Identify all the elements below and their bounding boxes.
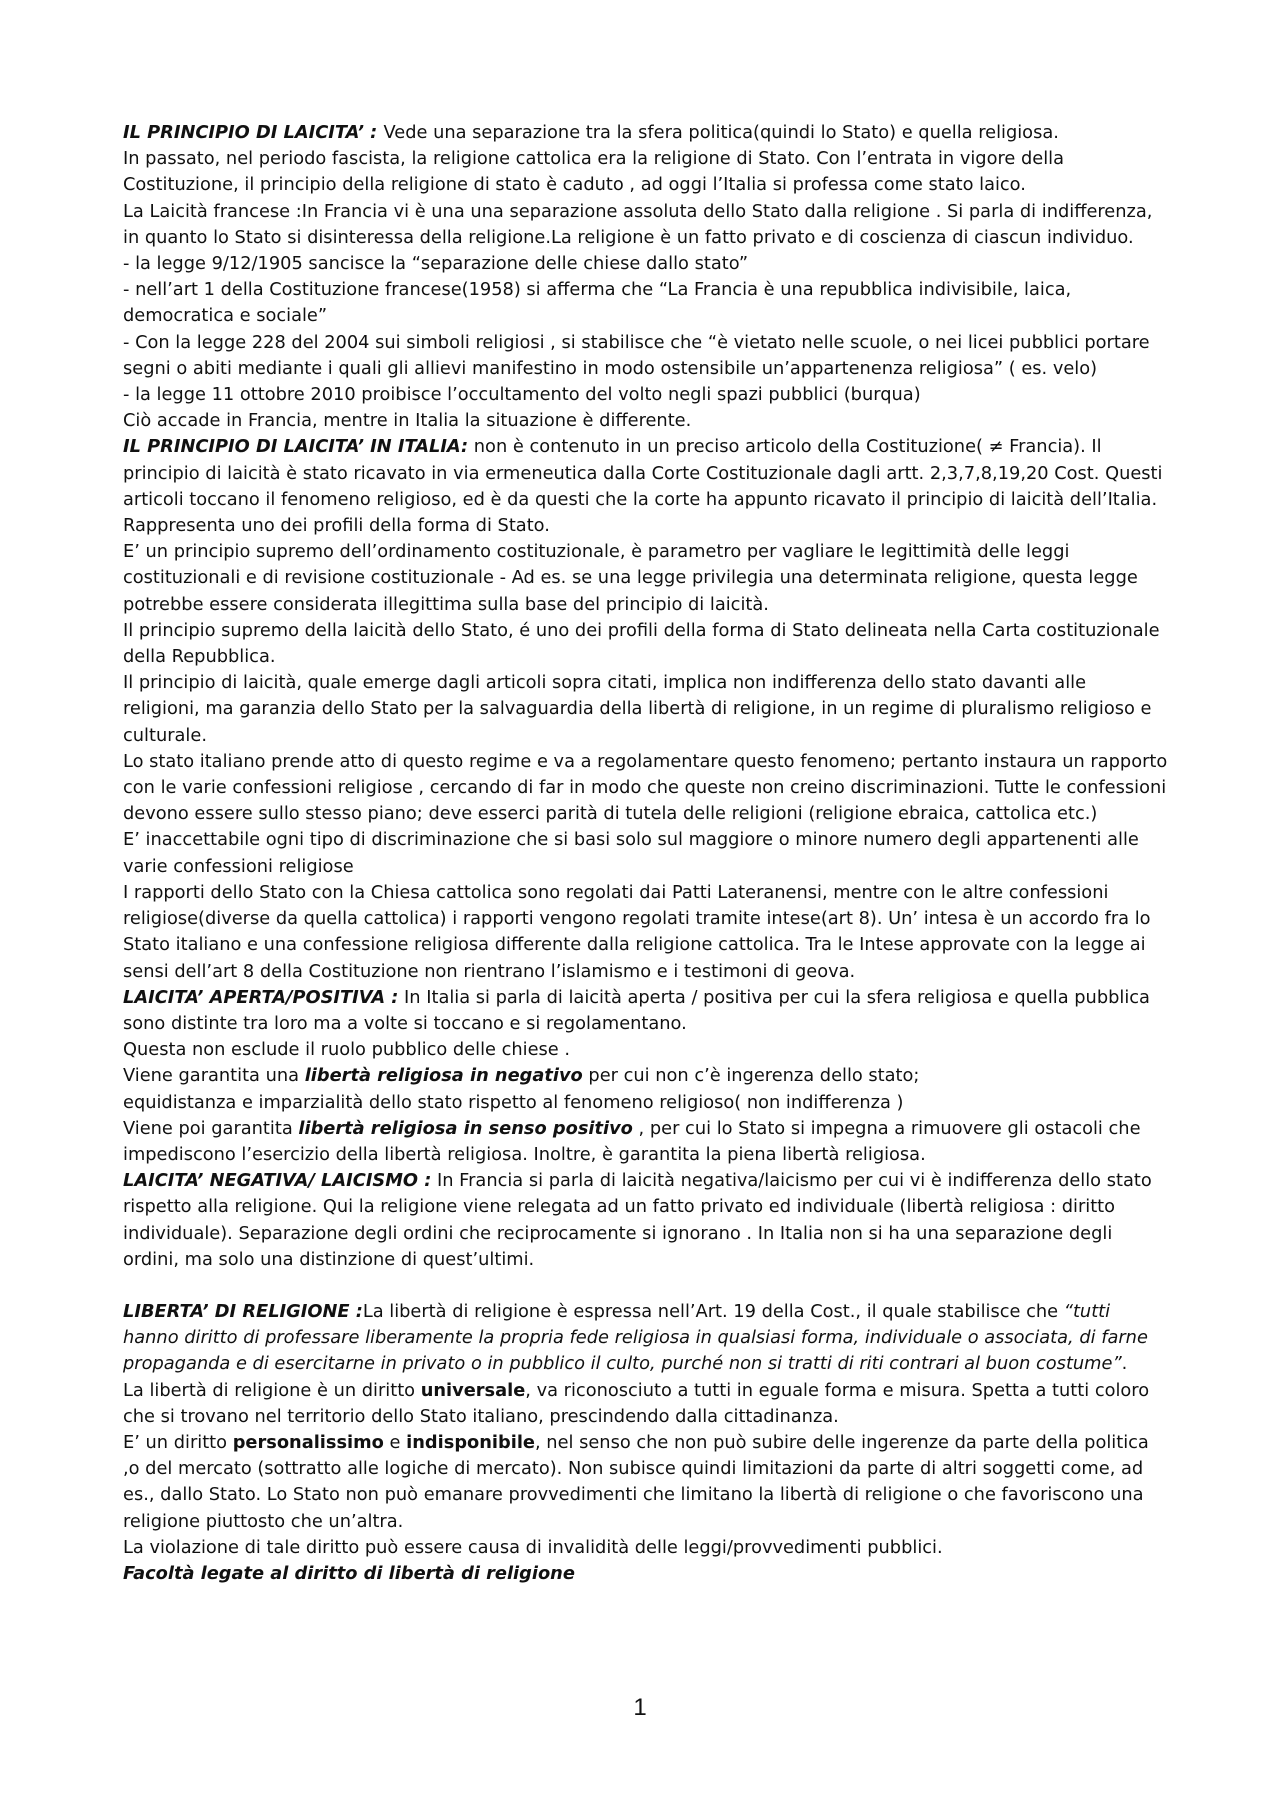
- paragraph: [123, 1063, 1168, 1089]
- emphasized-text: universale: [420, 1379, 526, 1401]
- text-run: - la legge 9/12/1905 sancisce la “separazione delle chiese dallo stato”: [123, 253, 749, 275]
- text-run: La violazione di tale diritto può essere causa di invalidità delle leggi/provvedimenti pubblici.: [123, 1536, 943, 1558]
- emphasized-text: “tutti hanno diritto di professare liberamente la propria fede religiosa in qualsiasi forma, individuale o associata, di farne propaganda e di esercitarne in privato o in pubblico il culto, purché non si tratti di riti contrari al buon costume”: [123, 1300, 1148, 1375]
- paragraph: [123, 880, 1168, 985]
- text-run: I rapporti dello Stato con la Chiesa cattolica sono regolati dai Patti Lateranensi, mentre con le altre confessioni religiose(diverse da quella cattolica) i rapporti vengono regolati tramite intese(art 8). Un’ intesa è un accordo fra lo Stato italiano e una confessione religiosa differente dalla religione cattolica. Tra le Intese approvate con la legge ai sensi dell’art 8 della Costituzione non rientrano l’islamismo e i testimoni di geova.: [123, 881, 1151, 982]
- text-run: E’ inaccettabile ogni tipo di discriminazione che si basi solo sul maggiore o minore numero degli appartenenti alle varie confessioni religiose: [123, 829, 1139, 877]
- text-run: La libertà di religione è un diritto: [123, 1379, 421, 1401]
- text-run: La libertà di religione è espressa nell’Art. 19 della Cost., il quale stabilisce che: [362, 1300, 1064, 1322]
- emphasized-text: IL PRINCIPIO DI LAICITA’ :: [123, 122, 384, 143]
- paragraph: [123, 1299, 1168, 1378]
- emphasized-text: libertà religiosa in negativo: [304, 1065, 583, 1087]
- paragraph: [123, 120, 1168, 146]
- paragraph: [123, 1037, 1168, 1063]
- emphasized-text: libertà religiosa in senso positivo: [298, 1117, 633, 1139]
- text-run: Il principio supremo della laicità dello Stato, é uno dei profili della forma di Stato delineata nella Carta costituzionale della Repubblica.: [123, 619, 1160, 668]
- text-run: - la legge 11 ottobre 2010 proibisce l’occultamento del volto negli spazi pubblici (burqua): [123, 384, 921, 406]
- paragraph: [123, 251, 1168, 277]
- text-run: , va riconosciuto a tutti in eguale forma e misura. Spetta a tutti coloro che si trovano nel territorio dello Stato italiano, prescindendo dalla cittadinanza.: [123, 1379, 1150, 1427]
- emphasized-text: LAICITA’ APERTA/POSITIVA :: [123, 986, 399, 1008]
- paragraph: [123, 277, 1168, 329]
- paragraph: [123, 382, 1168, 408]
- emphasized-text: LIBERTA’ DI RELIGIONE :: [123, 1300, 363, 1322]
- paragraph: [123, 1378, 1168, 1430]
- paragraph: [123, 618, 1168, 670]
- emphasized-text: personalissimo: [232, 1431, 384, 1453]
- text-run: Lo stato italiano prende atto di questo regime e va a regolamentare questo fenomeno; pertanto instaura un rapporto con le varie confessioni religiose , cercando di far in modo che queste non creino discriminazioni. Tutte le confessioni devono essere sullo stesso piano; deve esserci parità di tutela delle religioni (religione ebraica, cattolica etc.): [123, 750, 1168, 825]
- text-run: .: [1121, 1353, 1128, 1375]
- document-body: [123, 120, 1168, 1587]
- emphasized-text: IL PRINCIPIO DI LAICITA’ IN ITALIA:: [123, 436, 469, 458]
- text-run: La Laicità francese :In Francia vi è una una separazione assoluta dello Stato dalla religione . Si parla di indifferenza, in quanto lo Stato si disinteressa della religione.La religione è un fatto privato e di coscienza di ciascun individuo.: [123, 200, 1153, 248]
- text-run: In Francia si parla di laicità negativa/laicismo per cui vi è indifferenza dello stato rispetto alla religione. Qui la religione viene relegata ad un fatto privato ed individuale (libertà religiosa : diritto individuale). Separazione degli ordini che reciprocamente si ignorano . In Italia non si ha una separazione degli ordini, ma solo una distinzione di quest’ultimi.: [123, 1170, 1152, 1270]
- text-run: non è contenuto in un preciso articolo della Costituzione( ≠ Francia). Il principio di laicità è stato ricavato in via ermeneutica dalla Corte Costituzionale dagli artt. 2,3,7,8,19,20 Cost. Questi articoli toccano il fenomeno religioso, ed è da questi che la corte ha appunto ricavato il principio di laicità dell’Italia. Rappresenta uno dei profili della forma di Stato.: [123, 436, 1163, 537]
- text-run: equidistanza e imparzialità dello stato rispetto al fenomeno religioso( non indifferenza ): [123, 1091, 904, 1113]
- emphasized-text: indisponibile: [406, 1431, 535, 1453]
- emphasized-text: Facoltà legate al diritto di libertà di religione: [123, 1562, 575, 1584]
- text-run: , per cui lo Stato si impegna a rimuovere gli ostacoli che impediscono l’esercizio della libertà religiosa. Inoltre, è garantita la piena libertà religiosa.: [123, 1117, 1141, 1165]
- text-run: e: [383, 1431, 407, 1453]
- text-run: E’ un diritto: [123, 1431, 233, 1453]
- paragraph: [123, 199, 1168, 251]
- paragraph: [123, 330, 1168, 382]
- paragraph: [123, 408, 1168, 434]
- text-run: Viene poi garantita: [123, 1117, 299, 1139]
- text-run: , nel senso che non può subire delle ingerenze da parte della politica ,o del mercato (sottratto alle logiche di mercato). Non subisce quindi limitazioni da parte di altri soggetti come, ad es., dallo Stato. Lo Stato non può emanare provvedimenti che limitano la libertà di religione o che favoriscono una religione piuttosto che un’altra.: [123, 1431, 1149, 1532]
- text-run: Viene garantita una: [123, 1065, 305, 1087]
- text-run: Vede una separazione tra la sfera politica(quindi lo Stato) e quella religiosa.: [383, 122, 1059, 143]
- paragraph: [123, 985, 1168, 1037]
- text-run: Il principio di laicità, quale emerge dagli articoli sopra citati, implica non indifferenza dello stato davanti alle religioni, ma garanzia dello Stato per la salvaguardia della libertà di religione, in un regime di pluralismo religioso e culturale.: [123, 672, 1152, 746]
- paragraph: [123, 539, 1168, 618]
- paragraph: [123, 670, 1168, 749]
- text-run: In passato, nel periodo fascista, la religione cattolica era la religione di Stato. Con l’entrata in vigore della Costituzione, il principio della religione di stato è caduto , ad oggi l’Italia si professa come stato laico.: [123, 148, 1064, 196]
- text-run: Questa non esclude il ruolo pubblico delle chiese .: [123, 1039, 571, 1061]
- text-run: - Con la legge 228 del 2004 sui simboli religiosi , si stabilisce che “è vietato nelle scuole, o nei licei pubblici portare segni o abiti mediante i quali gli allievi manifestino in modo ostensibile un’appartenenza religiosa” ( es. velo): [123, 331, 1150, 379]
- paragraph: [123, 146, 1168, 198]
- paragraph: [123, 1430, 1168, 1535]
- paragraph: [123, 1535, 1168, 1561]
- text-run: - nell’art 1 della Costituzione francese(1958) si afferma che “La Francia è una repubblica indivisibile, laica, democratica e sociale”: [123, 279, 1072, 327]
- page-number: 1: [633, 1694, 647, 1721]
- text-run: per cui non c’è ingerenza dello stato;: [582, 1065, 920, 1087]
- paragraph: [123, 1116, 1168, 1168]
- text-run: Ciò accade in Francia, mentre in Italia la situazione è differente.: [123, 410, 692, 432]
- paragraph: [123, 1090, 1168, 1116]
- paragraph: [123, 749, 1168, 828]
- paragraph: [123, 434, 1168, 539]
- paragraph: [123, 1561, 1168, 1587]
- text-run: E’ un principio supremo dell’ordinamento costituzionale, è parametro per vagliare le legittimità delle leggi costituzionali e di revisione costituzionale - Ad es. se una legge privilegia una determinata religione, questa legge potrebbe essere considerata illegittima sulla base del principio di laicità.: [123, 541, 1138, 615]
- emphasized-text: LAICITA’ NEGATIVA/ LAICISMO :: [123, 1170, 432, 1192]
- paragraph: [123, 827, 1168, 879]
- paragraph: [123, 1168, 1168, 1273]
- text-run: In Italia si parla di laicità aperta / positiva per cui la sfera religiosa e quella pubblica sono distinte tra loro ma a volte si toccano e si regolamentano.: [123, 986, 1150, 1034]
